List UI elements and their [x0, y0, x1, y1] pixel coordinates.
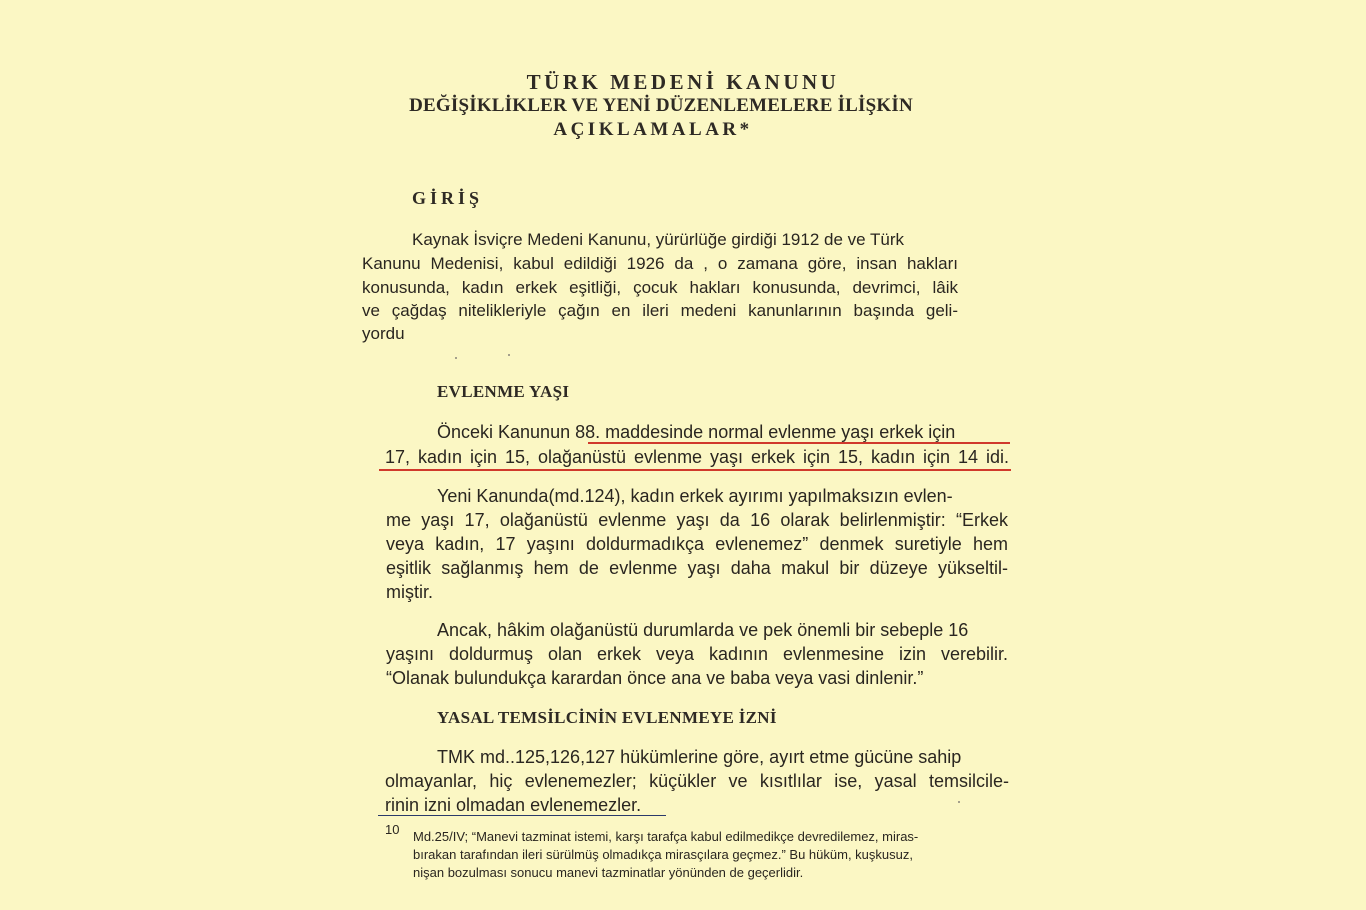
evlenme-para1-line-2: 17, kadın için 15, olağanüstü evlenme yaşı erkek için 15, kadın için 14 idi.	[385, 447, 1009, 467]
section-heading-yasal-temsilci: YASAL TEMSİLCİNİN EVLENMEYE İZNİ	[437, 708, 777, 727]
evlenme-para2-line-4: eşitlik sağlanmış hem de evlenme yaşı daha makul bir düzeye yükseltil-	[386, 558, 1008, 578]
giris-line-1: Kaynak İsviçre Medeni Kanunu, yürürlüğe girdiği 1912 de ve Türk	[412, 230, 905, 249]
yasal-line-2: olmayanlar, hiç evlenemezler; küçükler ve kısıtlılar ise, yasal temsilcile-	[385, 771, 1009, 791]
evlenme-para3-line-2: yaşını doldurmuş olan erkek veya kadının evlenmesine izin verebilir.	[386, 644, 1008, 664]
evlenme-para2-line-5: miştir.	[386, 582, 433, 602]
footnote-line-2: bırakan tarafından ileri sürülmüş olmadıkça mirasçılara geçmez.” Bu hüküm, kuşkusuz,	[413, 847, 913, 862]
yasal-line-3: rinin izni olmadan evlenemezler.	[385, 795, 642, 815]
evlenme-para2-line-2: me yaşı 17, olağanüstü evlenme yaşı da 16 olarak belirlenmiştir: “Erkek	[386, 510, 1008, 530]
document-subtitle: DEĞİŞİKLİKLER VE YENİ DÜZENLEMELERE İLİŞKİN	[409, 95, 913, 116]
document-title: TÜRK MEDENİ KANUNU	[526, 70, 840, 94]
evlenme-para3-line-3: “Olanak bulundukça karardan önce ana ve baba veya vasi dinlenir.”	[386, 668, 924, 688]
section-heading-evlenme-yasi: EVLENME YAŞI	[437, 382, 570, 401]
blue-underline	[378, 815, 666, 816]
page-speck	[455, 357, 457, 359]
evlenme-para2-line-1: Yeni Kanunda(md.124), kadın erkek ayırımı yapılmaksızın evlen-	[437, 486, 953, 506]
page-speck	[958, 801, 960, 803]
page-speck	[508, 354, 510, 356]
giris-line-5: yordu	[362, 324, 405, 343]
yasal-line-1: TMK md..125,126,127 hükümlerine göre, ayırt etme gücüne sahip	[437, 747, 962, 767]
red-underline	[588, 442, 1010, 444]
evlenme-para3-line-1: Ancak, hâkim olağanüstü durumlarda ve pek önemli bir sebeple 16	[437, 620, 969, 640]
footnote-line-3: nişan bozulması sonucu manevi tazminatlar yönünden de geçerlidir.	[413, 865, 804, 880]
giris-line-4: ve çağdaş nitelikleriyle çağın en ileri medeni kanunlarının başında geli-	[362, 301, 958, 320]
footnote-number: 10	[385, 822, 400, 837]
document-subtitle-2: AÇIKLAMALAR*	[553, 119, 753, 140]
section-heading-giris: GİRİŞ	[412, 188, 484, 208]
giris-line-2: Kanunu Medenisi, kabul edildiği 1926 da , o zamana göre, insan hakları	[362, 254, 958, 273]
evlenme-para2-line-3: veya kadın, 17 yaşını doldurmadıkça evlenemez” denmek suretiyle hem	[386, 534, 1008, 554]
footnote-line-1: Md.25/IV; “Manevi tazminat istemi, karşı tarafça kabul edilmedikçe devredilemez, miras-	[413, 829, 919, 844]
red-underline	[379, 469, 1011, 471]
giris-line-3: konusunda, kadın erkek eşitliği, çocuk hakları konusunda, devrimci, lâik	[362, 278, 958, 297]
evlenme-para1-line-1: Önceki Kanunun 88. maddesinde normal evlenme yaşı erkek için	[437, 422, 956, 442]
